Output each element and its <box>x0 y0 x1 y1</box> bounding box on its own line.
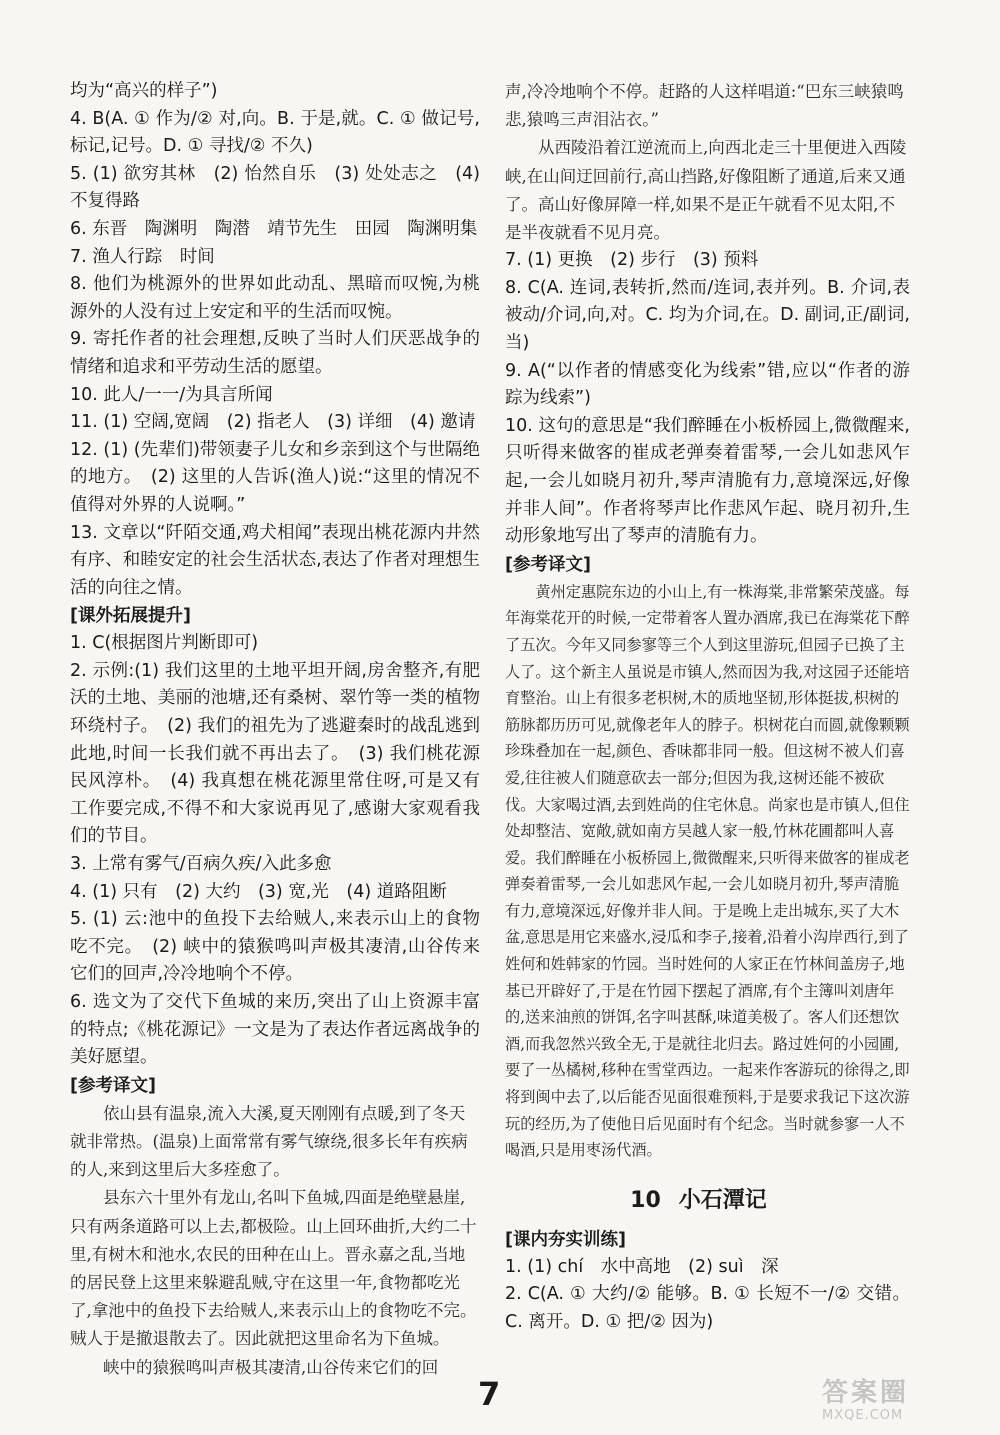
answer-item-4: 4. B(A. ① 作为/② 对,向。B. 于是,就。C. ① 做记号,标记,记号。D. ① 寻找/② 不久) <box>70 108 480 157</box>
watermark-text: 答案圈 <box>822 1378 910 1408</box>
answer-item-10: 10. 此人/一一/为具言所闻 <box>70 384 273 405</box>
answer-item-11: 11. (1) 空阔,宽阔 (2) 指老人 (3) 详细 (4) 邀请 <box>70 412 476 433</box>
answer-line: 均为“高兴的样子”) <box>70 81 218 101</box>
answer-item-9: 9. 寄托作者的社会理想,反映了当时人们厌恶战争的情绪和追求和平劳动生活的愿望。 <box>70 329 480 377</box>
answer-item-9: 9. A(“以作者的情感变化为线索”错,应以“作者的游踪为线索”) <box>505 360 910 409</box>
section-heading-practice: [课内夯实训练] <box>505 1229 626 1250</box>
extension-item-3: 3. 上常有雾气/百病久疾/入此多愈 <box>70 854 332 875</box>
lesson-name: 小石潭记 <box>678 1187 767 1213</box>
extension-item-4: 4. (1) 只有 (2) 大约 (3) 宽,光 (4) 道路阻断 <box>70 881 447 902</box>
extension-item-6: 6. 选文为了交代下鱼城的来历,突出了山上资源丰富的特点;《桃花源记》一文是为了表达作者远离战争的美好愿望。 <box>70 992 480 1068</box>
section-heading-extension: [课外拓展提升] <box>70 606 191 627</box>
answer-item-6: 6. 东晋 陶渊明 陶潜 靖节先生 田园 陶渊明集 <box>70 218 478 239</box>
page-number: 7 <box>478 1375 501 1413</box>
right-column <box>505 78 910 1337</box>
extension-item-2: 2. 示例:(1) 我们这里的土地平坦开阔,房舍整齐,有肥沃的土地、美丽的池塘,还有桑树、翠竹等一类的植物环绕村子。 (2) 我们的祖先为了逃避秦时的战乱逃到此地,时间一长我们就不再出去了。 (3) 我们桃花源民风淳朴。 (4) 我真想在桃花源里常住呀,可是又有工作要完成,不得不和大家说再见了,感谢大家观看我们的节目。 <box>70 660 480 847</box>
practice-item-2: 2. C(A. ① 大约/② 能够。B. ① 长短不一/② 交错。C. 离开。D. ① 把/② 因为) <box>505 1284 910 1332</box>
extension-item-1: 1. C(根据图片判断即可) <box>70 633 259 654</box>
answer-item-12: 12. (1) (先辈们)带领妻子儿女和乡亲到这个与世隔绝的地方。 (2) 这里的人告诉(渔人)说:“这里的情况不值得对外界的人说啊。” <box>70 439 480 515</box>
answer-item-8: 8. 他们为桃源外的世界如此动乱、黑暗而叹惋,为桃源外的人没有过上安定和平的生活而叹惋。 <box>70 274 480 322</box>
watermark-logo <box>822 1378 987 1430</box>
translation-paragraph: 峡中的猿猴鸣叫声极其凄清,山谷传来它们的回 <box>103 1357 439 1377</box>
section-heading-translation: [参考译文] <box>505 554 591 575</box>
watermark-url: MXQE.COM <box>822 1408 904 1423</box>
translation-paragraph: 黄州定惠院东边的小山上,有一株海棠,非常繁荣茂盛。每年海棠花开的时候,一定带着客人置办酒席,我已在海棠花下醉了五次。今年又同参寥等三个人到这里游玩,但园子已换了主人了。这个新主人虽说是市镇人,然而因为我,对这园子还能培育整治。山上有很多老枳树,木的质地坚韧,形体挺拔,枳树的筋脉都历历可见,就像老年人的脖子。枳树花白而圆,就像颗颗珍珠叠加在一起,颜色、香味都非同一般。但这树不被人们喜爱,往往被人们随意砍去一部分;但因为我,这树还能不被砍伐。大家喝过酒,去到姓尚的住宅休息。尚家也是市镇人,但住处却整洁、宽敞,就如南方吴越人家一般,竹林花圃都叫人喜爱。我们醉睡在小板桥园上,微微醒来,只听得来做客的崔成老弹奏着雷琴,一会儿如悲风乍起,一会儿如晓月初升,琴声清脆有力,意境深远,好像并非人间。于是晚上走出城东,买了大木盆,意思是用它来盛水,浸瓜和李子,接着,沿着小沟岸西行,到了姓何和姓韩家的竹园。当时姓何的人家正在竹林间盖房子,地基已开辟好了,于是在竹园下摆起了酒席,有个主簿叫刘唐年的,送来油煎的饼饵,名字叫甚酥,味道美极了。客人们还想饮酒,而我忽然兴致全无,于是就往北归去。路过姓何的小园圃,要了一丛橘树,移种在雪堂西边。一起来作客游玩的徐得之,即将到闽中去了,以后能否见面很难预料,于是要求我记下这次游玩的经历,为了使他日后见面时有个纪念。当时就参寥一人不喝酒,只是用枣汤代酒。 <box>505 582 910 1160</box>
answer-item-7: 7. (1) 更换 (2) 步行 (3) 预料 <box>505 250 759 271</box>
translation-paragraph: 从西陵沿着江逆流而上,向西北走三十里便进入西陵峡,在山间迂回前行,高山挡路,好像阻断了通道,后来又通了。高山好像屏障一样,如果不是正午就看不见太阳,不是半夜就看不见月亮。 <box>505 138 907 243</box>
answer-item-7: 7. 渔人行踪 时间 <box>70 246 215 267</box>
translation-paragraph: 依山县有温泉,流入大溪,夏天刚刚有点暖,到了冬天就非常热。(温泉)上面常常有雾气缭绕,很多长年有疾病的人,来到这里后大多痊愈了。 <box>70 1103 468 1180</box>
answer-item-8: 8. C(A. 连词,表转折,然而/连词,表并列。B. 介词,表被动/介词,向,对。C. 均为介词,在。D. 副词,正/副词,当) <box>505 277 910 353</box>
answer-item-5: 5. (1) 欲穷其林 (2) 怡然自乐 (3) 处处志之 (4) 不复得路 <box>70 163 480 212</box>
left-column <box>70 78 480 1382</box>
practice-item-1: 1. (1) chí 水中高地 (2) suì 深 <box>505 1256 779 1277</box>
section-heading-translation: [参考译文] <box>70 1075 156 1096</box>
lesson-title <box>505 1186 910 1216</box>
translation-continued: 声,冷冷地响个不停。赶路的人这样唱道:“巴东三峡猿鸣悲,猿鸣三声泪沾衣。” <box>505 82 904 130</box>
translation-paragraph: 县东六十里外有龙山,名叫下鱼城,四面是绝壁悬崖,只有两条道路可以上去,都极险。山上回环曲折,大约二十里,有树木和池水,农民的田种在山上。晋永嘉之乱,当地的居民登上这里来躲避乱贼,守在这里一年,食物都吃光了,拿池中的鱼投下去给贼人,来表示山上的食物吃不完。贼人于是撤退散去了。因此就把这里命名为下鱼城。 <box>70 1188 477 1349</box>
answer-item-10: 10. 这句的意思是“我们醉睡在小板桥园上,微微醒来,只听得来做客的崔成老弹奏着雷琴,一会儿如悲风乍起,一会儿如晓月初升,琴声清脆有力,意境深远,好像并非人间”。作者将琴声比作悲风乍起、晓月初升,生动形象地写出了琴声的清脆有力。 <box>505 415 910 547</box>
lesson-number: 10 <box>630 1187 661 1213</box>
extension-item-5: 5. (1) 云:池中的鱼投下去给贼人,来表示山上的食物吃不完。 (2) 峡中的猿猴鸣叫声极其凄清,山谷传来它们的回声,冷冷地响个不停。 <box>70 909 480 985</box>
answer-item-13: 13. 文章以“阡陌交通,鸡犬相闻”表现出桃花源内井然有序、和睦安定的社会生活状态,表达了作者对理想生活的向往之情。 <box>70 522 480 598</box>
